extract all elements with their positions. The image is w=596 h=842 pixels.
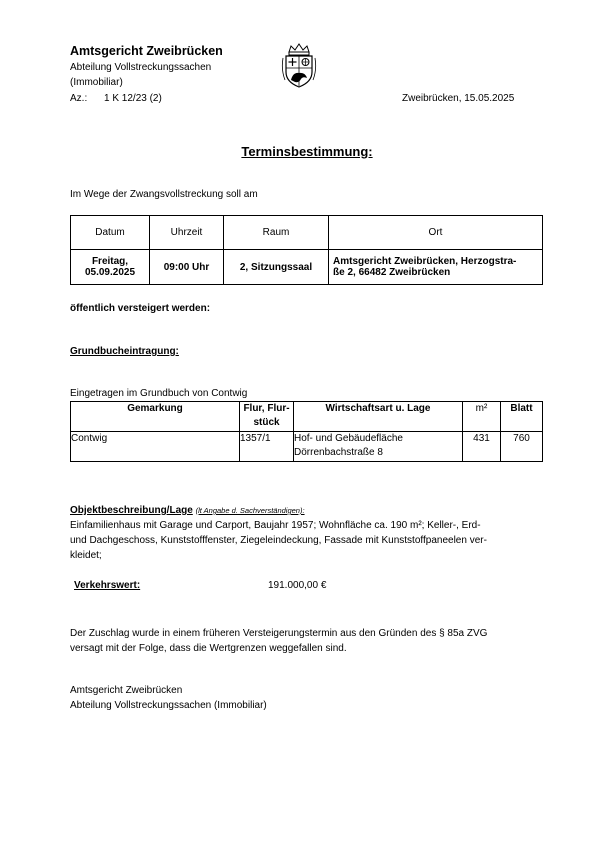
footer-line-1: Amtsgericht Zweibrücken — [70, 685, 183, 696]
col-header-raum: Raum — [224, 216, 329, 250]
zuschlag-line-2: versagt mit der Folge, dass die Wertgrenzen weggefallen sind. — [70, 643, 347, 654]
auction-text: öffentlich versteigert werden: — [70, 303, 211, 314]
grundbuch-heading: Grundbucheintragung: — [70, 346, 179, 357]
cell-qm: 431 — [463, 432, 501, 462]
objekt-heading-row — [70, 505, 305, 516]
department-line-2: (Immobiliar) — [70, 77, 123, 88]
objekt-line-2: und Dachgeschoss, Kunststofffenster, Ziegeleindeckung, Fassade mit Kunststoffpaneelen ver- — [70, 535, 487, 546]
col-header-wirtschaftsart: Wirtschaftsart u. Lage — [294, 402, 463, 432]
az-value: 1 K 12/23 (2) — [104, 93, 162, 104]
col-header-blatt: Blatt — [501, 402, 543, 432]
col-header-ort: Ort — [329, 216, 543, 250]
cell-blatt: 760 — [501, 432, 543, 462]
verkehrswert-value: 191.000,00 € — [268, 580, 327, 591]
footer-line-2: Abteilung Vollstreckungssachen (Immobiliar) — [70, 700, 267, 711]
wirtschaftsart-line-1: Hof- und Gebäudefläche — [294, 433, 403, 444]
grundbuch-intro: Eingetragen im Grundbuch von Contwig — [70, 388, 248, 399]
zuschlag-line-1: Der Zuschlag wurde in einem früheren Versteigerungstermin aus den Gründen des § 85a ZVG — [70, 628, 488, 639]
verkehrswert-label: Verkehrswert: — [74, 580, 141, 591]
col-header-qm: m² — [463, 402, 501, 432]
cell-uhrzeit: 09:00 Uhr — [150, 250, 224, 285]
flur-header-line-2: stück — [253, 417, 280, 428]
objekt-line-1: Einfamilienhaus mit Garage und Carport, Baujahr 1957; Wohnfläche ca. 190 m²; Keller-, Erd- — [70, 520, 481, 531]
col-header-uhrzeit: Uhrzeit — [150, 216, 224, 250]
intro-text: Im Wege der Zwangsvollstreckung soll am — [70, 189, 258, 200]
court-name: Amtsgericht Zweibrücken — [70, 44, 223, 58]
cell-flur: 1357/1 — [240, 432, 294, 462]
wirtschaftsart-line-2: Dörrenbachstraße 8 — [294, 447, 383, 458]
objekt-note: (lt Angabe d. Sachverständigen): — [195, 506, 305, 515]
col-header-flur — [240, 402, 294, 432]
objekt-line-3: kleidet; — [70, 550, 102, 561]
ort-line-2: ße 2, 66482 Zweibrücken — [333, 267, 451, 278]
ort-line-1: Amtsgericht Zweibrücken, Herzogstra- — [333, 256, 517, 267]
coat-of-arms-icon — [281, 42, 317, 88]
cell-datum — [71, 250, 150, 285]
place-date: Zweibrücken, 15.05.2025 — [402, 93, 515, 104]
az-label: Az.: — [70, 93, 88, 104]
cell-ort — [329, 250, 543, 285]
col-header-gemarkung: Gemarkung — [71, 402, 240, 432]
cell-gemarkung: Contwig — [71, 432, 240, 462]
page-title: Terminsbestimmung: — [241, 144, 373, 159]
datum-line-2: 05.09.2025 — [84, 267, 136, 278]
datum-line-1: Freitag, — [91, 256, 129, 267]
flur-header-line-1: Flur, Flur- — [243, 403, 290, 414]
table-row — [71, 432, 543, 462]
col-header-datum: Datum — [71, 216, 150, 250]
department-line-1: Abteilung Vollstreckungssachen — [70, 62, 212, 73]
cell-wirtschaftsart — [294, 432, 463, 462]
schedule-table — [70, 215, 543, 285]
grundbuch-table — [70, 401, 543, 462]
objekt-heading: Objektbeschreibung/Lage — [70, 505, 193, 516]
cell-raum: 2, Sitzungssaal — [224, 250, 329, 285]
